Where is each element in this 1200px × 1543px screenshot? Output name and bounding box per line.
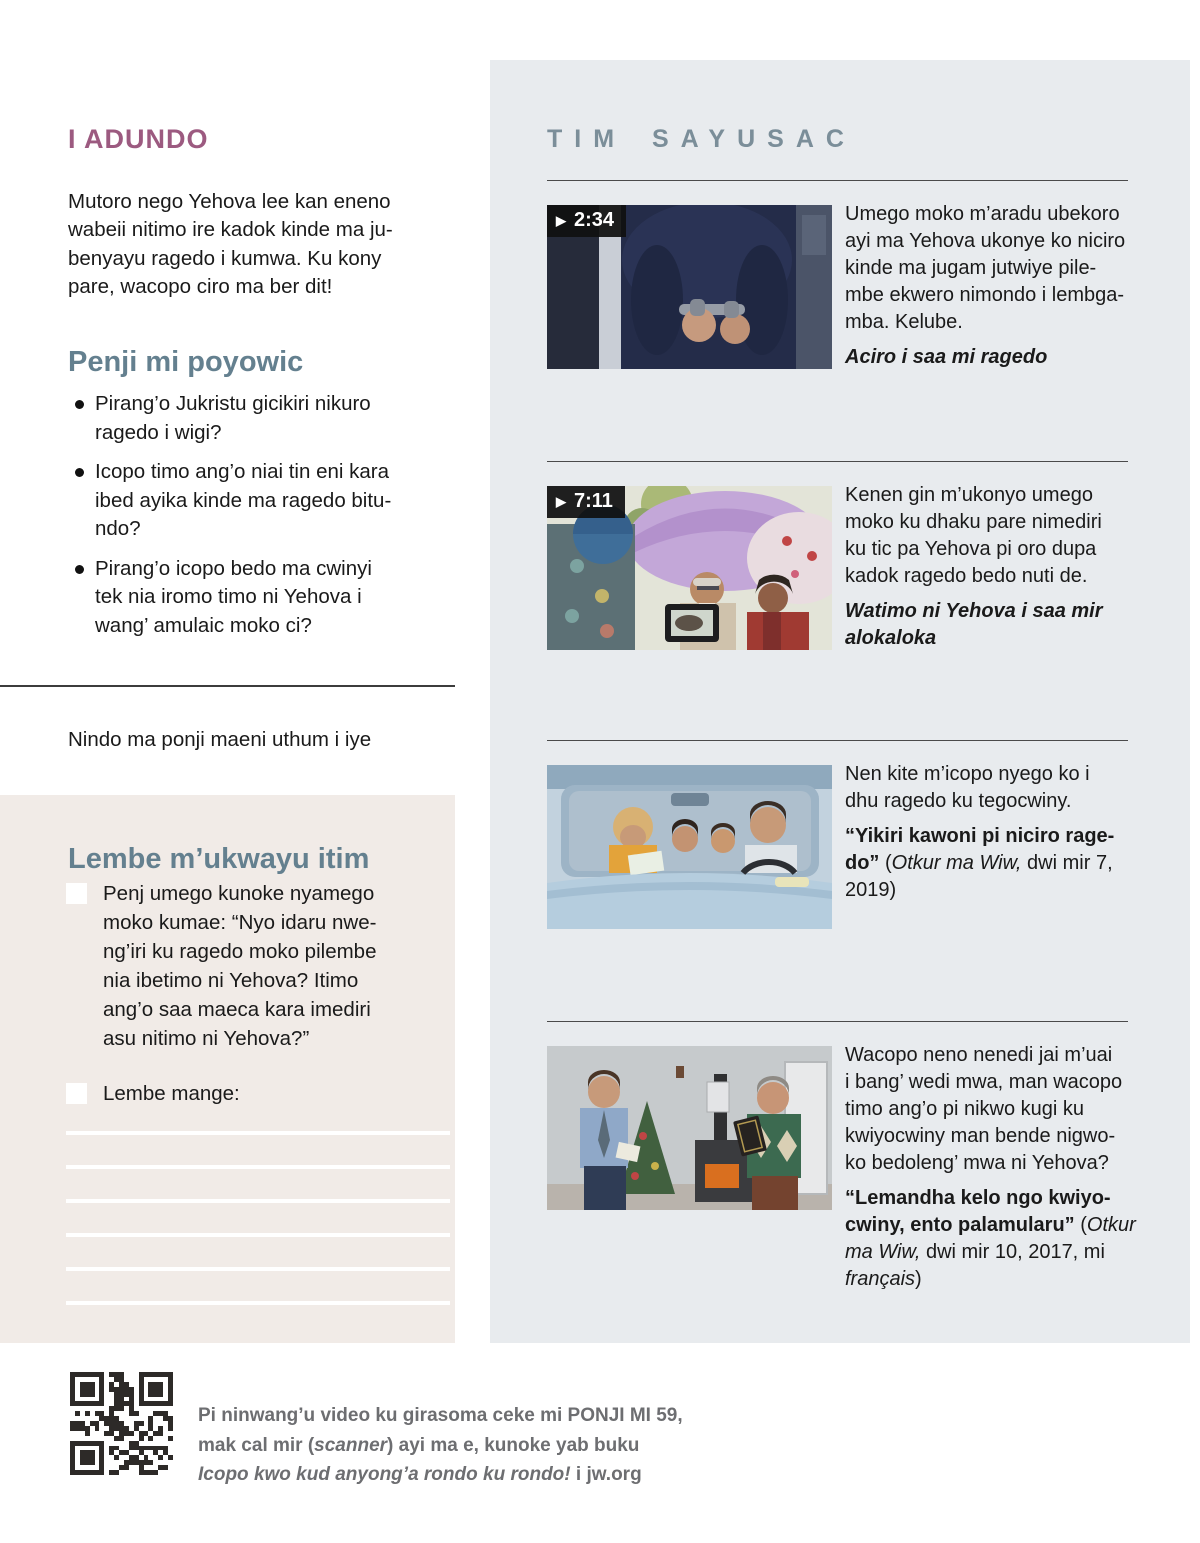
footer-line: mak cal mir (scanner) ayi ma e, kunoke yab buku xyxy=(198,1434,640,1456)
footer-note xyxy=(198,1401,683,1490)
media-item xyxy=(547,461,1135,721)
writing-line xyxy=(66,1301,450,1305)
writing-line xyxy=(66,1199,450,1203)
questions-heading: Penji mi poyowic xyxy=(68,346,304,379)
song-note: Nindo ma ponji maeni uthum i iye xyxy=(68,727,372,751)
media-item xyxy=(547,740,1135,1000)
media-item xyxy=(547,180,1135,440)
media-item-title: Aciro i saa mi ragedo xyxy=(845,346,1048,368)
activity-box xyxy=(0,795,455,1343)
activity-box-title: Lembe m’ukwayu itim xyxy=(68,843,370,876)
checkbox[interactable] xyxy=(66,1083,87,1104)
activity-item-text: Penj umego kunoke nyamego moko kumae: “Nyo idaru nwe- ng’iri ku ragedo moko pilembe nia ibetimo ni Yehova? Itimo ang’o saa maeca kara imediri asu nitimo ni Yehova?” xyxy=(103,882,377,1050)
media-item xyxy=(547,1021,1136,1290)
question-item: Icopo timo ang’o niai tin eni kara ibed ayika kinde ma ragedo bitu- ndo? xyxy=(68,458,468,544)
writing-line xyxy=(66,1165,450,1169)
section-title-preview: I ADUNDO xyxy=(68,124,209,155)
media-item-text xyxy=(845,482,1137,652)
video-duration-badge xyxy=(547,486,625,518)
media-item-description: Kenen gin m’ukonyo umego moko ku dhaku pare nimediri ku tic pa Yehova pi oro dupa kadok ragedo bedo nuti de. xyxy=(845,484,1102,587)
photo-two-men-living-room[interactable] xyxy=(547,1046,832,1210)
family-in-car-illustration xyxy=(547,765,832,929)
video-duration: 7:11 xyxy=(574,490,613,512)
photo-family-in-car[interactable] xyxy=(547,765,832,929)
question-item: Pirang’o icopo bedo ma cwinyi tek nia iromo timo ni Yehova i wang’ amulaic moko ci? xyxy=(68,555,468,641)
writing-line xyxy=(66,1233,450,1237)
media-panel xyxy=(490,60,1190,1343)
media-item-text xyxy=(845,1042,1137,1293)
question-item: Pirang’o Jukristu gicikiri nikuro ragedo i wigi? xyxy=(68,390,468,447)
media-item-description: Umego moko m’aradu ubekoro ayi ma Yehova ukonye ko niciro kinde ma jugam jutwiye pile- mbe ekwero nimondo i lembga- mba. Kelube. xyxy=(845,203,1126,333)
media-item-reference: “Lemandha kelo ngo kwiyo- cwiny, ento palamularu” (Otkur ma Wiw, dwi mir 10, 2017, mi français) xyxy=(845,1187,1136,1290)
divider xyxy=(0,685,455,687)
activity-item xyxy=(66,879,438,1053)
two-men-living-room-illustration xyxy=(547,1046,832,1210)
media-item-description: Nen kite m’icopo nyego ko i dhu ragedo ku tegocwiny. xyxy=(845,763,1090,812)
media-item-text xyxy=(845,761,1137,904)
media-panel-heading: TIM SAYUSAC xyxy=(547,124,856,153)
divider xyxy=(547,1021,1128,1022)
video-thumbnail-couple-umbrella[interactable] xyxy=(547,486,832,650)
media-item-title: Watimo ni Yehova i saa mir alokaloka xyxy=(845,600,1103,649)
video-thumbnail-handcuffed-man[interactable] xyxy=(547,205,832,369)
qr-code-icon xyxy=(70,1372,173,1475)
video-duration: 2:34 xyxy=(574,209,615,231)
divider xyxy=(547,180,1128,181)
questions-list xyxy=(68,390,468,651)
media-item-text xyxy=(845,201,1137,371)
writing-line xyxy=(66,1131,450,1135)
activity-item xyxy=(66,1079,438,1108)
media-item-reference: “Yikiri kawoni pi niciro rage- do” (Otkur ma Wiw, dwi mir 7, 2019) xyxy=(845,825,1115,901)
divider xyxy=(547,461,1128,462)
media-item-description: Wacopo neno nenedi jai m’uai i bang’ wedi mwa, man wacopo timo ang’o pi nikwo kugi ku kwiyocwiny man bende nigwo- ko bedoleng’ mwa ni Yehova? xyxy=(845,1044,1123,1174)
writing-line xyxy=(66,1267,450,1271)
footer-line: Icopo kwo kud anyong’a rondo ku rondo! i jw.org xyxy=(198,1464,642,1485)
activity-item-text: Lembe mange: xyxy=(103,1082,240,1105)
video-duration-badge xyxy=(547,205,626,237)
footer-line: Pi ninwang’u video ku girasoma ceke mi PONJI MI 59, xyxy=(198,1405,683,1426)
divider xyxy=(547,740,1128,741)
play-icon: ▶ xyxy=(556,213,566,228)
play-icon: ▶ xyxy=(556,494,566,509)
checkbox[interactable] xyxy=(66,883,87,904)
intro-paragraph: Mutoro nego Yehova lee kan eneno wabeii nitimo ire kadok kinde ma ju- benyayu ragedo i kumwa. Ku kony pare, wacopo ciro ma ber dit! xyxy=(68,189,393,298)
